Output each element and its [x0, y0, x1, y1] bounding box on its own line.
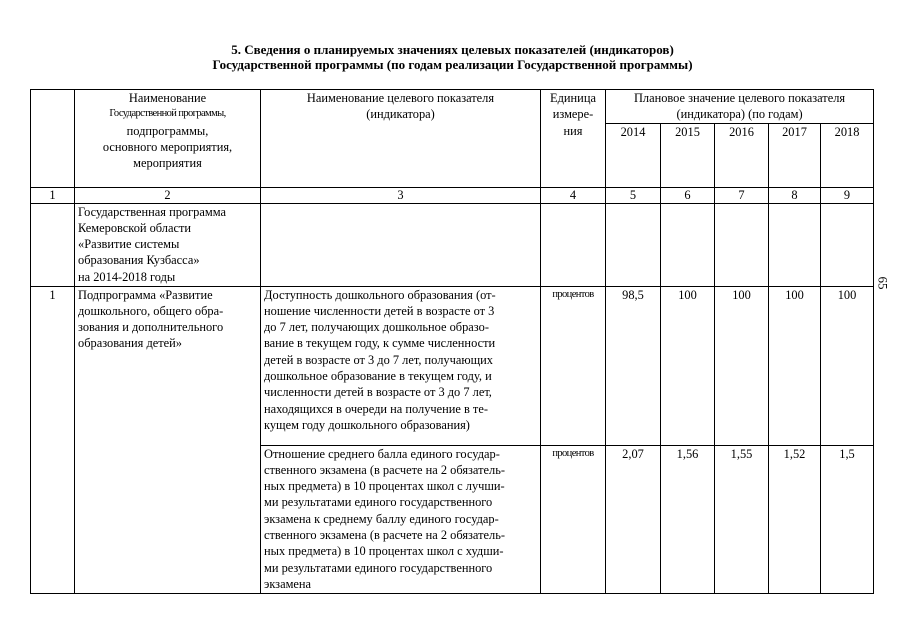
header-unit-line: Единица — [550, 91, 596, 105]
indicator-1-value-2014: 98,5 — [606, 286, 661, 445]
indicator-2-value-2017: 1,52 — [769, 445, 821, 593]
column-number: 1 — [31, 187, 75, 203]
subprogram-line: зования и дополнительного — [78, 320, 224, 335]
indicator-line: находящихся в очереди на получение в те- — [264, 401, 488, 416]
header-indicator — [261, 90, 541, 188]
indicator-line: численности детей в возрасте от 3 до 7 лет, — [264, 385, 492, 400]
header-plan — [606, 90, 874, 124]
header-program-line: основного мероприятия, — [102, 139, 233, 154]
indicator-1-name — [261, 286, 541, 445]
indicator-line: кущем году дошкольного образования) — [264, 417, 470, 432]
indicator-line: ми результатами единого государственного — [264, 495, 493, 510]
indicator-2-unit: процентов — [541, 445, 606, 593]
year-cell: 2018 — [821, 123, 874, 187]
indicator-line: экзамена — [264, 576, 312, 591]
header-unit-line: ния — [563, 123, 583, 138]
indicator-2-value-2014: 2,07 — [606, 445, 661, 593]
indicator-line: ственного экзамена (в расчете на 2 обязатель- — [264, 462, 505, 477]
indicator-2-value-2018: 1,5 — [821, 445, 874, 593]
header-indicator-line: (индикатора) — [366, 107, 435, 122]
column-number: 8 — [769, 187, 821, 203]
header-program-line: мероприятия — [133, 156, 202, 171]
subprogram-row — [31, 286, 874, 445]
empty-cell — [769, 203, 821, 286]
section-title-line-1: 5. Сведения о планируемых значениях целевых показателей (индикаторов) — [231, 42, 674, 57]
indicators-table — [30, 89, 874, 594]
year-cell: 2016 — [715, 123, 769, 187]
indicator-line: детей в возрасте от 3 до 7 лет, получающих — [264, 352, 493, 367]
state-program-line: Кемеровской области — [78, 220, 192, 235]
indicator-line: Доступность дошкольного образования (от- — [264, 287, 496, 302]
empty-cell — [541, 203, 606, 286]
column-number: 4 — [541, 187, 606, 203]
indicator-1-value-2018: 100 — [821, 286, 874, 445]
section-title-line-2: Государственной программы (по годам реализации Государственной программы) — [212, 57, 693, 72]
state-program-row — [31, 203, 874, 286]
header-program-line: подпрограммы, — [126, 123, 209, 138]
indicator-1-value-2017: 100 — [769, 286, 821, 445]
column-number: 3 — [261, 187, 541, 203]
state-program-name — [75, 203, 261, 286]
column-number: 2 — [75, 187, 261, 203]
year-cell: 2014 — [606, 123, 661, 187]
indicator-line: ных предмета) в 10 процентах школ с худши- — [264, 544, 504, 559]
header-program — [75, 90, 261, 188]
header-indicator-line: Наименование целевого показателя — [306, 91, 495, 105]
header-unit — [541, 90, 606, 188]
indicator-line: ственного экзамена (в расчете на 2 обязатель- — [264, 528, 505, 543]
empty-cell — [715, 203, 769, 286]
indicator-line: ми результатами единого государственного — [264, 560, 493, 575]
indicator-line: вание в текущем году, к сумме численности — [264, 336, 496, 351]
year-cell: 2015 — [661, 123, 715, 187]
indicator-1-value-2015: 100 — [661, 286, 715, 445]
indicator-2-value-2015: 1,56 — [661, 445, 715, 593]
year-cell: 2017 — [769, 123, 821, 187]
header-program-line: Государственной программы, — [109, 108, 226, 120]
subprogram-name — [75, 286, 261, 593]
state-program-line: Государственная программа — [78, 204, 226, 219]
empty-cell — [661, 203, 715, 286]
empty-cell — [821, 203, 874, 286]
column-number: 5 — [606, 187, 661, 203]
empty-cell — [606, 203, 661, 286]
header-unit-line: измере- — [552, 107, 594, 122]
indicator-line: экзамена к среднему баллу единого государ- — [264, 511, 499, 526]
indicator-line: до 7 лет, получающих дошкольное образо- — [264, 320, 489, 335]
indicator-2-name — [261, 445, 541, 593]
empty-cell — [31, 203, 75, 286]
subprogram-line: дошкольного, общего обра- — [78, 303, 224, 318]
subprogram-line: Подпрограмма «Развитие — [78, 287, 213, 302]
indicator-1-value-2016: 100 — [715, 286, 769, 445]
header-num — [31, 90, 75, 188]
column-number: 7 — [715, 187, 769, 203]
header-plan-line: Плановое значение целевого показателя — [633, 91, 846, 105]
page-number: 65 — [875, 276, 891, 290]
state-program-line: «Развитие системы — [78, 237, 180, 252]
empty-cell — [261, 203, 541, 286]
column-number: 6 — [661, 187, 715, 203]
row-number: 1 — [31, 286, 75, 593]
column-number: 9 — [821, 187, 874, 203]
indicator-line: дошкольное образование в текущем году, и — [264, 369, 492, 384]
state-program-line: на 2014-2018 годы — [78, 269, 176, 284]
indicator-2-value-2016: 1,55 — [715, 445, 769, 593]
column-number-row — [31, 187, 874, 203]
indicator-line: ных предмета) в 10 процентах школ с лучши- — [264, 479, 505, 494]
indicator-1-unit: процентов — [541, 286, 606, 445]
header-plan-line: (индикатора) (по годам) — [676, 107, 803, 122]
indicator-line: Отношение среднего балла единого государ- — [264, 446, 500, 461]
header-row-1 — [31, 90, 874, 124]
subprogram-line: образования детей» — [78, 336, 183, 351]
state-program-line: образования Кузбасса» — [78, 253, 200, 268]
header-program-line: Наименование — [128, 91, 207, 105]
indicator-line: ношение численности детей в возрасте от 3 — [264, 303, 495, 318]
